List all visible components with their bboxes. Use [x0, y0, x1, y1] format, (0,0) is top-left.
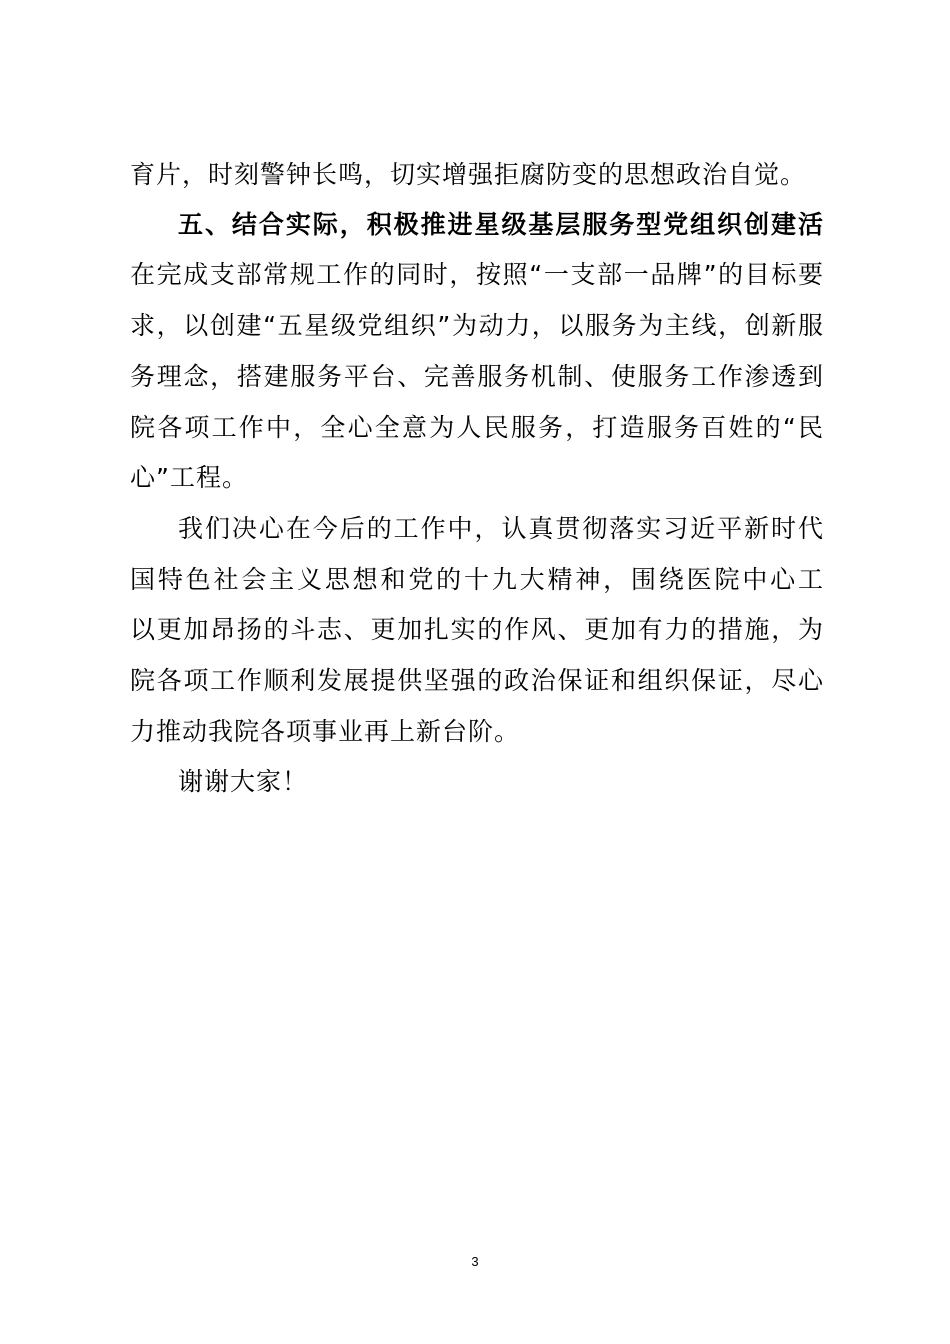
paragraph-line-10: 以更加昂扬的斗志、更加扎实的作风、更加有力的措施，为 [130, 615, 824, 644]
paragraph-line-12: 力推动我院各项事业再上新台阶。 [130, 717, 521, 746]
page-number: 3 [471, 1254, 479, 1269]
paragraph-line-9: 国特色社会主义思想和党的十九大精神，围绕医院中心工 [130, 565, 824, 594]
paragraph-line-11: 院各项工作顺利发展提供坚强的政治保证和组织保证，尽心 [130, 666, 824, 695]
paragraph-line-3: 在完成支部常规工作的同时，按照“一支部一品牌”的目标要 [130, 260, 824, 289]
paragraph-line-5: 务理念，搭建服务平台、完善服务机制、使服务工作渗透到 [130, 362, 824, 391]
paragraph-line-8: 我们决心在今后的工作中，认真贯彻落实习近平新时代 [178, 514, 824, 543]
paragraph-line-4: 求，以创建“五星级党组织”为动力，以服务为主线，创新服 [130, 311, 824, 340]
closing-line: 谢谢大家！ [178, 767, 309, 796]
paragraph-line-6: 院各项工作中，全心全意为人民服务，打造服务百姓的“民 [130, 413, 824, 442]
paragraph-line-7: 心”工程。 [130, 463, 248, 492]
section-heading: 五、结合实际，积极推进星级基层服务型党组织创建活 [178, 210, 824, 239]
paragraph-line-1: 育片，时刻警钟长鸣，切实增强拒腐防变的思想政治自觉。 [130, 160, 807, 189]
